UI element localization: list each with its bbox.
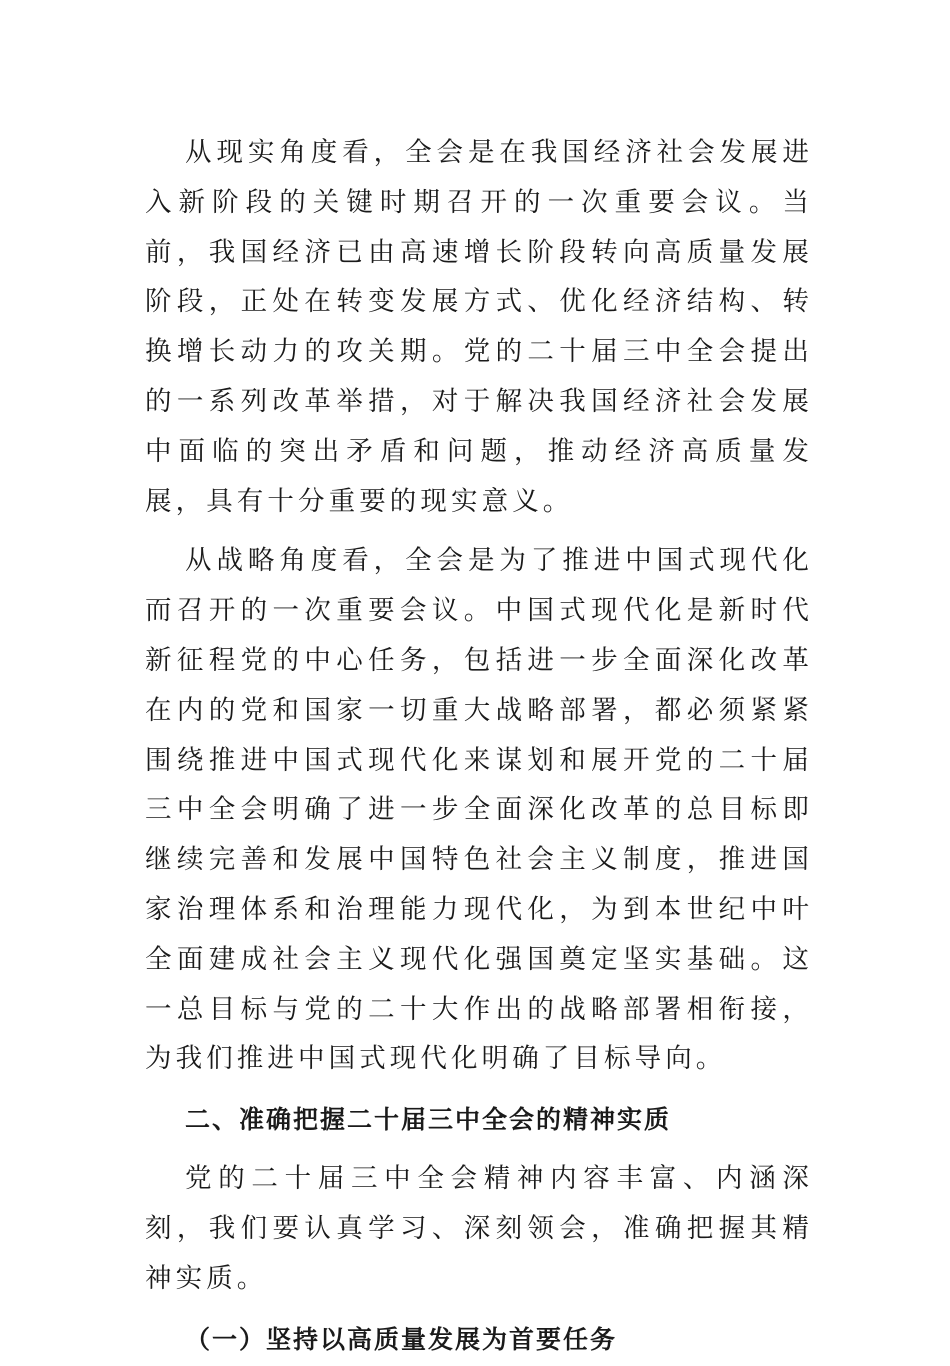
document-body <box>145 128 813 1366</box>
subsection-heading: （一）坚持以高质量发展为首要任务 <box>185 1324 618 1354</box>
section-intro-paragraph: 党的二十届三中全会精神内容丰富、内涵深刻，我们要认真学习、深刻领会，准确把握其精神实质。 <box>145 1163 813 1294</box>
paragraph-practical-perspective: 从现实角度看，全会是在我国经济社会发展进入新阶段的关键时期召开的一次重要会议。当前，我国经济已由高速增长阶段转向高质量发展阶段，正处在转变发展方式、优化经济结构、转换增长动力的攻关期。党的二十届三中全会提出的一系列改革举措，对于解决我国经济社会发展中面临的突出矛盾和问题，推动经济高质量发展，具有十分重要的现实意义。 <box>145 137 813 517</box>
section-heading: 二、准确把握二十届三中全会的精神实质 <box>185 1105 672 1135</box>
paragraph-strategic-perspective: 从战略角度看，全会是为了推进中国式现代化而召开的一次重要会议。中国式现代化是新时代新征程党的中心任务，包括进一步全面深化改革在内的党和国家一切重大战略部署，都必须紧紧围绕推进中国式现代化来谋划和展开党的二十届三中全会明确了进一步全面深化改革的总目标即继续完善和发展中国特色社会主义制度，推进国家治理体系和治理能力现代化，为到本世纪中叶全面建成社会主义现代化强国奠定坚实基础。这一总目标与党的二十大作出的战略部署相衔接，为我们推进中国式现代化明确了目标导向。 <box>145 545 813 1075</box>
